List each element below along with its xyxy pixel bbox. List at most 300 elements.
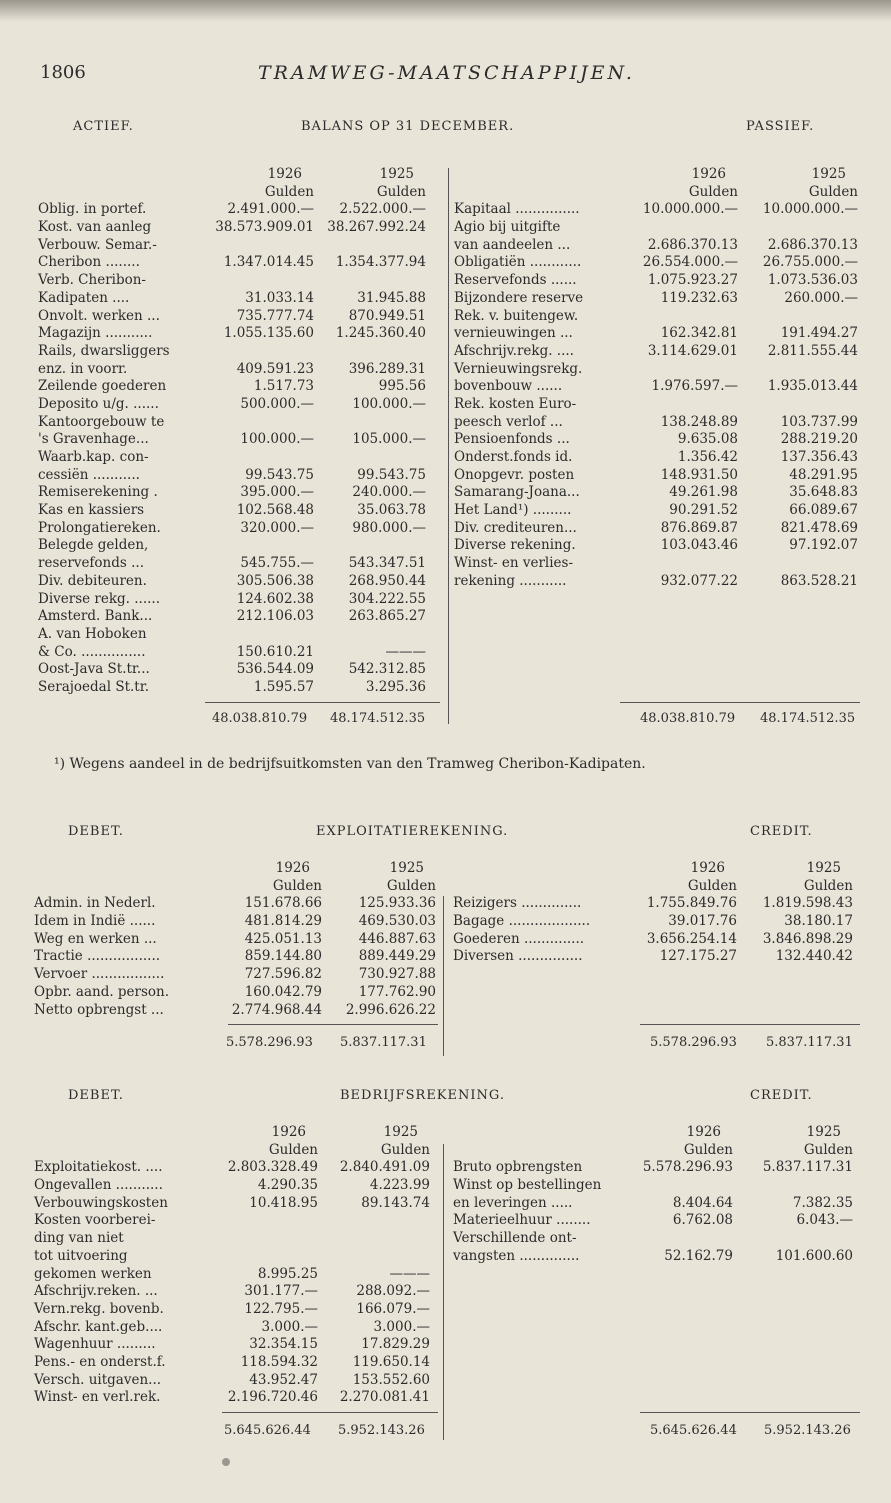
ledger-label: en leveringen ..... [453, 1194, 573, 1211]
ledger-row [454, 484, 864, 502]
ledger-row [34, 1230, 444, 1248]
unit-row [34, 878, 444, 896]
actief-total-1926: 48.038.810.79 [212, 711, 308, 726]
unit-label: Gulden [803, 877, 853, 894]
ledger-row [34, 1177, 444, 1195]
ledger-label: tot uitvoering [34, 1247, 128, 1264]
value-1925: 1.073.536.03 [767, 272, 858, 289]
unit-label: Gulden [268, 1141, 318, 1158]
value-1925: 240.000.— [352, 484, 426, 501]
bedrijf-debet-rows [34, 1159, 444, 1407]
value-1926: 545.755.— [240, 555, 314, 572]
ledger-label: Serajoedal St.tr. [38, 678, 149, 695]
ledger-label: bovenbouw ...... [454, 378, 563, 395]
ledger-label: 's Gravenhage... [38, 431, 149, 448]
value-1926: 2.774.968.44 [231, 1001, 322, 1018]
value-1926: 160.042.79 [244, 983, 322, 1000]
balans-heading [0, 119, 891, 139]
ledger-row [453, 1177, 863, 1195]
ledger-label: Tractie ................. [34, 948, 161, 965]
year-row [34, 860, 444, 878]
value-1925: 48.291.95 [789, 466, 858, 483]
ledger-row [453, 913, 863, 931]
ledger-row [38, 414, 438, 432]
value-1925: 260.000.— [784, 289, 858, 306]
credit-heading: CREDIT. [750, 824, 813, 839]
ledger-label: Waarb.kap. con- [38, 449, 149, 465]
scan-top-edge [0, 0, 891, 22]
ledger-row [34, 1319, 444, 1337]
year-1926: 1926 [267, 166, 302, 182]
ledger-label: Prolongatiereken. [38, 519, 161, 536]
value-1926: 932.077.22 [660, 572, 738, 589]
unit-label: Gulden [386, 877, 436, 894]
unit-label: Gulden [803, 1141, 853, 1158]
value-1926: 39.017.76 [668, 913, 737, 930]
value-1926: 301.177.— [244, 1283, 318, 1300]
unit-label: Gulden [683, 1141, 733, 1158]
ledger-row [38, 644, 438, 662]
bedrijf-heading [0, 1088, 891, 1108]
ledger-row [38, 343, 438, 361]
ledger-row [34, 948, 444, 966]
ledger-row [34, 931, 444, 949]
value-1926: 122.795.— [244, 1300, 318, 1317]
value-1926: 735.777.74 [236, 307, 314, 324]
value-1925: 137.356.43 [780, 449, 858, 465]
passief-total-1925: 48.174.512.35 [760, 711, 856, 726]
exploitatie-title: EXPLOITATIEREKENING. [316, 824, 509, 839]
ledger-label: peesch verlof ... [454, 413, 563, 430]
value-1925: 2.686.370.13 [767, 236, 858, 253]
ledger-label: van aandeelen ... [454, 236, 571, 253]
ledger-label: Ongevallen ........... [34, 1177, 163, 1194]
year-1926: 1926 [271, 1124, 306, 1140]
value-1926: 1.075.923.27 [647, 272, 738, 289]
passief-total-rule [620, 702, 860, 703]
value-1926: 100.000.— [240, 431, 314, 448]
value-1925: 304.222.55 [348, 590, 426, 607]
value-1926: 2.491.000.— [227, 201, 314, 218]
value-1925: 66.089.67 [789, 502, 858, 519]
actief-total-1925: 48.174.512.35 [330, 711, 426, 726]
ledger-row [38, 272, 438, 290]
unit-label: Gulden [376, 183, 426, 200]
value-1926: 124.602.38 [236, 590, 314, 607]
value-1925: 543.347.51 [348, 555, 426, 572]
ledger-row [454, 361, 864, 379]
ledger-label: Pens.- en onderst.f. [34, 1353, 166, 1370]
ledger-label: Afschrijv.rekg. .... [454, 342, 574, 359]
ledger-row [454, 555, 864, 573]
value-1925: 2.996.626.22 [345, 1001, 436, 1018]
value-1925: 17.829.29 [361, 1336, 430, 1353]
credit-total-rule [640, 1412, 860, 1413]
ledger-label: vangsten .............. [453, 1247, 580, 1264]
ledger-label: & Co. ............... [38, 643, 146, 660]
year-1926: 1926 [686, 1124, 721, 1140]
value-1926: 150.610.21 [236, 643, 314, 660]
ledger-label: Netto opbrengst ... [34, 1001, 164, 1018]
bedrijf-credit-rows [453, 1159, 863, 1265]
ledger-row [454, 272, 864, 290]
value-1926: 32.354.15 [249, 1336, 318, 1353]
ledger-label: Weg en werken ... [34, 930, 157, 947]
value-1926: 4.290.35 [257, 1177, 318, 1194]
ledger-label: Div. debiteuren. [38, 572, 147, 589]
bedrijf-debet-column [34, 1124, 444, 1407]
credit-total-rule [640, 1024, 860, 1025]
ledger-label: Winst op bestellingen [453, 1177, 602, 1194]
ledger-label: Rek. v. buitengew. [454, 307, 579, 324]
debet-heading: DEBET. [68, 824, 124, 839]
unit-row [453, 878, 863, 896]
value-1926: 2.686.370.13 [647, 236, 738, 253]
value-1925: 288.219.20 [780, 431, 858, 448]
ledger-label: Deposito u/g. ...... [38, 395, 159, 412]
ledger-label: Afschr. kant.geb.... [34, 1318, 163, 1335]
ledger-row [454, 325, 864, 343]
ledger-label: vernieuwingen ... [454, 325, 573, 342]
passief-total-1926: 48.038.810.79 [640, 711, 736, 726]
ledger-row [38, 431, 438, 449]
ledger-row [38, 555, 438, 573]
ledger-label: Verb. Cheribon- [38, 272, 146, 289]
value-1925: 10.000.000.— [762, 201, 858, 218]
ledger-label: Amsterd. Bank... [38, 608, 153, 625]
value-1925: 396.289.31 [348, 360, 426, 377]
unit-row [34, 1142, 444, 1160]
ledger-label: Zeilende goederen [38, 378, 167, 395]
year-1926: 1926 [690, 860, 725, 876]
value-1926: 1.517.73 [253, 378, 314, 395]
ledger-label: Kantoorgebouw te [38, 413, 165, 430]
ledger-row [34, 984, 444, 1002]
value-1925: 99.543.75 [357, 466, 426, 483]
value-1926: 103.043.46 [660, 537, 738, 554]
value-1925: 7.382.35 [792, 1194, 853, 1211]
ledger-label: cessiën ........... [38, 466, 140, 483]
value-1925: 1.819.598.43 [762, 895, 853, 912]
exploitatie-credit-total-1926: 5.578.296.93 [650, 1035, 737, 1050]
value-1926: 859.144.80 [244, 948, 322, 965]
value-1925: 38.180.17 [784, 913, 853, 930]
ledger-label: Bagage ................... [453, 913, 591, 930]
ledger-label: Admin. in Nederl. [34, 895, 156, 912]
ledger-label: Diversen ............... [453, 948, 583, 965]
ledger-label: Afschrijv.reken. ... [34, 1283, 158, 1300]
value-1926: 320.000.— [240, 519, 314, 536]
ledger-row [38, 608, 438, 626]
exploitatie-debet-total-1926: 5.578.296.93 [226, 1035, 313, 1050]
value-1925: 1.354.377.94 [335, 254, 426, 271]
ledger-row [34, 1248, 444, 1266]
value-1926: 119.232.63 [660, 289, 738, 306]
ledger-row [34, 1266, 444, 1284]
value-1926: 3.000.— [261, 1318, 318, 1335]
ledger-label: Samarang-Joana... [454, 484, 580, 501]
ledger-label: Het Land¹) ......... [454, 502, 572, 519]
value-1925: 26.755.000.— [762, 254, 858, 271]
value-1925: 469.530.03 [358, 913, 436, 930]
ledger-row [453, 948, 863, 966]
ledger-label: Verbouwingskosten [34, 1194, 168, 1211]
value-1926: 43.952.47 [249, 1371, 318, 1388]
ledger-row [34, 913, 444, 931]
unit-label: Gulden [687, 877, 737, 894]
value-1925: 3.000.— [373, 1318, 430, 1335]
ledger-row [453, 1248, 863, 1266]
ledger-label: Onopgevr. posten [454, 466, 575, 483]
unit-label: Gulden [264, 183, 314, 200]
ledger-row [38, 201, 438, 219]
value-1926: 8.404.64 [672, 1194, 733, 1211]
ledger-row [38, 520, 438, 538]
value-1925: 100.000.— [352, 395, 426, 412]
value-1926: 26.554.000.— [642, 254, 738, 271]
ledger-label: Kadipaten .... [38, 289, 130, 306]
ledger-row [38, 484, 438, 502]
ledger-label: Cheribon ........ [38, 254, 140, 271]
value-1925: 191.494.27 [780, 325, 858, 342]
ledger-row [454, 201, 864, 219]
actief-heading: ACTIEF. [73, 119, 134, 134]
value-1925: 166.079.— [356, 1300, 430, 1317]
value-1925: 268.950.44 [348, 572, 426, 589]
ledger-row [38, 537, 438, 555]
year-1926: 1926 [275, 860, 310, 876]
ledger-label: Verschillende ont- [453, 1230, 577, 1247]
year-1926: 1926 [691, 166, 726, 182]
bedrijf-title: BEDRIJFSREKENING. [340, 1088, 505, 1103]
footnote: ¹) Wegens aandeel in de bedrijfsuitkomsten van den Tramweg Cheribon-Kadipaten. [54, 756, 646, 772]
ledger-label: Idem in Indië ...... [34, 913, 156, 930]
column-divider [443, 896, 444, 1056]
ledger-label: gekomen werken [34, 1265, 152, 1282]
ledger-label: Remiserekening . [38, 484, 158, 501]
ledger-row [454, 467, 864, 485]
value-1925: 153.552.60 [352, 1371, 430, 1388]
exploitatie-debet-rows [34, 895, 444, 1019]
ledger-label: Belegde gelden, [38, 537, 149, 554]
ledger-row [454, 219, 864, 237]
year-1925: 1925 [379, 166, 414, 182]
ledger-row [454, 308, 864, 326]
value-1925: 6.043.— [796, 1212, 853, 1229]
balans-table [0, 166, 891, 736]
ledger-label: Onvolt. werken ... [38, 307, 160, 324]
value-1925: 35.063.78 [357, 502, 426, 519]
ledger-row [38, 308, 438, 326]
value-1925: 2.840.491.09 [339, 1159, 430, 1176]
ledger-row [38, 573, 438, 591]
value-1925: 288.092.— [356, 1283, 430, 1300]
running-title: TRAMWEG-MAATSCHAPPIJEN. [258, 62, 635, 84]
ledger-row [38, 219, 438, 237]
ledger-row [38, 361, 438, 379]
year-row [34, 1124, 444, 1142]
ledger-label: Materieelhuur ........ [453, 1212, 591, 1229]
value-1926: 395.000.— [240, 484, 314, 501]
ledger-row [454, 537, 864, 555]
ledger-row [38, 378, 438, 396]
ledger-row [38, 254, 438, 272]
ledger-row [38, 325, 438, 343]
ledger-row [454, 396, 864, 414]
ledger-label: Vervoer ................. [34, 966, 165, 983]
value-1925: 995.56 [378, 378, 426, 395]
ledger-label: Oblig. in portef. [38, 201, 147, 218]
ledger-label: A. van Hoboken [38, 625, 147, 642]
passief-rows [454, 201, 864, 590]
value-1926: 1.595.57 [253, 678, 314, 695]
ledger-row [34, 1212, 444, 1230]
value-1926: 151.678.66 [244, 895, 322, 912]
year-row [454, 166, 864, 184]
ledger-label: ding van niet [34, 1230, 124, 1247]
ledger-label: Winst- en verl.rek. [34, 1389, 161, 1406]
ledger-label: Bijzondere reserve [454, 289, 584, 306]
value-1925: 4.223.99 [369, 1177, 430, 1194]
unit-label: Gulden [272, 877, 322, 894]
value-1926: 10.418.95 [249, 1194, 318, 1211]
value-1926: 1.755.849.76 [646, 895, 737, 912]
unit-row [454, 184, 864, 202]
value-1925: 2.270.081.41 [339, 1389, 430, 1406]
ledger-row [38, 449, 438, 467]
column-divider [443, 1144, 444, 1440]
value-1925: 2.522.000.— [339, 201, 426, 218]
ledger-label: Vernieuwingsrekg. [454, 360, 583, 377]
ledger-label: Onderst.fonds id. [454, 449, 573, 465]
ledger-label: Kapitaal ............... [454, 201, 580, 218]
ledger-label: Exploitatiekost. .... [34, 1159, 163, 1176]
value-1925: 446.887.63 [358, 930, 436, 947]
value-1926: 5.578.296.93 [642, 1159, 733, 1176]
ink-spot [222, 1458, 230, 1466]
value-1925: 101.600.60 [775, 1247, 853, 1264]
ledger-label: enz. in voorr. [38, 360, 128, 377]
ledger-label: Reizigers .............. [453, 895, 582, 912]
value-1926: 2.196.720.46 [227, 1389, 318, 1406]
value-1925: 730.927.88 [358, 966, 436, 983]
ledger-label: Rails, dwarsliggers [38, 342, 170, 359]
value-1926: 409.591.23 [236, 360, 314, 377]
value-1925: 35.648.83 [789, 484, 858, 501]
value-1926: 52.162.79 [664, 1247, 733, 1264]
value-1926: 31.033.14 [245, 289, 314, 306]
ledger-row [454, 290, 864, 308]
value-1926: 305.506.38 [236, 572, 314, 589]
value-1926: 500.000.— [240, 395, 314, 412]
value-1925: 119.650.14 [352, 1353, 430, 1370]
ledger-row [38, 679, 438, 697]
ledger-label: Reservefonds ...... [454, 272, 577, 289]
passief-column [454, 166, 864, 591]
ledger-row [454, 449, 864, 467]
year-row [453, 1124, 863, 1142]
year-row [38, 166, 438, 184]
value-1926: 102.568.48 [236, 502, 314, 519]
value-1925: 31.945.88 [357, 289, 426, 306]
ledger-row [34, 1389, 444, 1407]
ledger-row [34, 966, 444, 984]
ledger-label: Kosten voorberei- [34, 1212, 156, 1229]
value-1926: 481.814.29 [244, 913, 322, 930]
exploitatie-table [0, 860, 891, 1060]
ledger-label: Diverse rekg. ...... [38, 590, 161, 607]
value-1925: 980.000.— [352, 519, 426, 536]
value-1926: 90.291.52 [669, 502, 738, 519]
ledger-row [453, 1212, 863, 1230]
ledger-label: Pensioenfonds ... [454, 431, 570, 448]
value-1925: 3.846.898.29 [762, 930, 853, 947]
unit-label: Gulden [808, 183, 858, 200]
value-1926: 138.248.89 [660, 413, 738, 430]
ledger-label: Diverse rekening. [454, 537, 576, 554]
value-1926: 38.573.909.01 [215, 219, 314, 236]
ledger-label: Bruto opbrengsten [453, 1159, 583, 1176]
bedrijf-credit-total-1926: 5.645.626.44 [650, 1423, 737, 1438]
ledger-label: Kas en kassiers [38, 502, 145, 519]
year-row [453, 860, 863, 878]
exploitatie-heading [0, 824, 891, 844]
ledger-row [34, 1301, 444, 1319]
value-1925: 821.478.69 [780, 519, 858, 536]
ledger-label: Versch. uitgaven... [34, 1371, 162, 1388]
ledger-row [38, 661, 438, 679]
value-1925: 3.295.36 [365, 678, 426, 695]
credit-heading: CREDIT. [750, 1088, 813, 1103]
unit-row [38, 184, 438, 202]
value-1926: 536.544.09 [236, 661, 314, 678]
value-1925: ——— [389, 1265, 430, 1282]
ledger-row [34, 1372, 444, 1390]
page-number: 1806 [40, 62, 86, 83]
ledger-label: Agio bij uitgifte [454, 219, 561, 236]
ledger-label: Goederen .............. [453, 930, 585, 947]
ledger-row [454, 237, 864, 255]
ledger-row [34, 1002, 444, 1020]
ledger-label: Winst- en verlies- [454, 555, 574, 572]
year-1925: 1925 [389, 860, 424, 876]
value-1925: 870.949.51 [348, 307, 426, 324]
value-1925: 2.811.555.44 [767, 342, 858, 359]
ledger-row [34, 1336, 444, 1354]
actief-rows [38, 201, 438, 696]
value-1925: 97.192.07 [789, 537, 858, 554]
value-1925: 105.000.— [352, 431, 426, 448]
exploitatie-credit-column [453, 860, 863, 966]
exploitatie-credit-total-1925: 5.837.117.31 [766, 1035, 853, 1050]
value-1926: 118.594.32 [240, 1353, 318, 1370]
value-1926: 3.114.629.01 [647, 342, 738, 359]
ledger-label: Verbouw. Semar.- [38, 236, 157, 253]
ledger-row [38, 502, 438, 520]
value-1926: 876.869.87 [660, 519, 738, 536]
value-1926: 127.175.27 [659, 948, 737, 965]
unit-label: Gulden [688, 183, 738, 200]
ledger-row [454, 414, 864, 432]
exploitatie-debet-total-1925: 5.837.117.31 [340, 1035, 427, 1050]
value-1926: 49.261.98 [669, 484, 738, 501]
ledger-row [454, 343, 864, 361]
value-1926: 9.635.08 [677, 431, 738, 448]
bedrijf-debet-total-1926: 5.645.626.44 [224, 1423, 311, 1438]
value-1926: 1.347.014.45 [223, 254, 314, 271]
actief-column [38, 166, 438, 697]
ledger-row [38, 396, 438, 414]
